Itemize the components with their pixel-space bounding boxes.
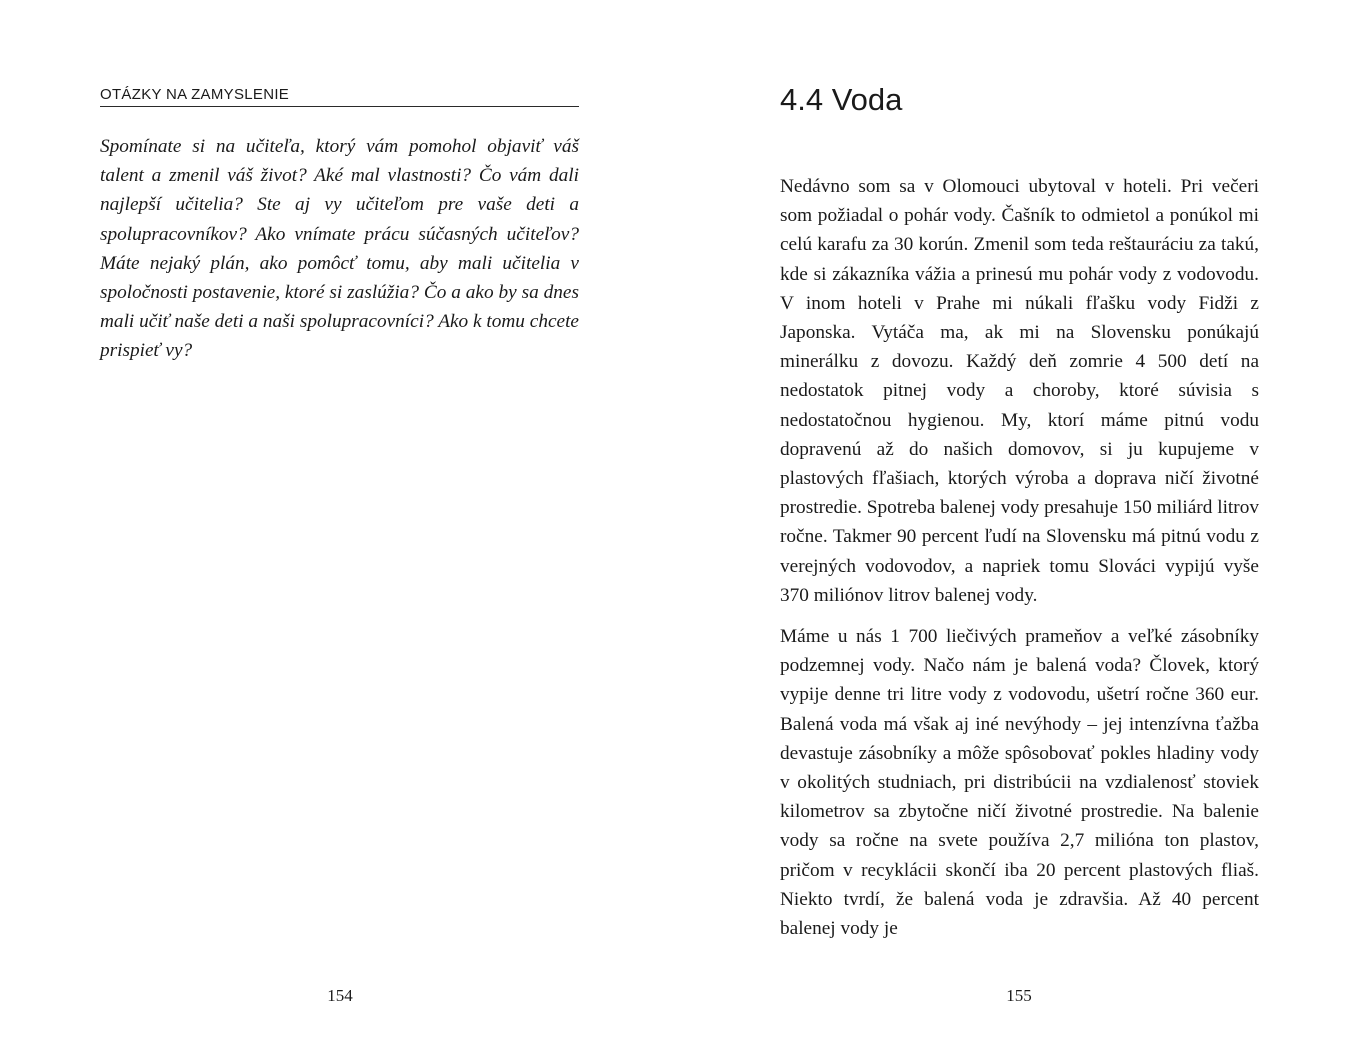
left-page [0, 0, 679, 1063]
body-text [780, 172, 1259, 955]
paragraph: Máme u nás 1 700 liečivých prameňov a veľké zásobníky podzemnej vody. Načo nám je balená voda? Človek, ktorý vypije denne tri litre vody z vodovodu, ušetrí ročne 360 eur. Balená voda má však aj iné nevýhody – jej intenzívna ťažba devastuje zásobníky a môže spôsobovať pokles hladiny vody v okolitých studniach, pri distribúcii na vzdialenosť stoviek kilometrov sa zbytočne ničí životné prostredie. Na balenie vody sa ročne na svete používa 2,7 milióna ton plastov, pričom v recyklácii skončí iba 20 percent plastových fliaš. Niekto tvrdí, že balená voda je zdravšia. Až 40 percent balenej vody je [780, 626, 1259, 940]
reflection-questions: Spomínate si na učiteľa, ktorý vám pomohol objaviť váš talent a zmenil váš život? Aké mal vlastnosti? Čo vám dali najlepší učitelia? Ste aj vy učiteľom pre vaše deti a spolupracovníkov? Ako vnímate prácu súčasných učiteľov? Máte nejaký plán, ako pomôcť tomu, aby mali učitelia v spoločnosti postavenie, ktoré si zaslúžia? Čo a ako by sa dnes mali učiť naše deti a naši spolupracovníci? Ako k tomu chcete prispieť vy? [100, 136, 579, 362]
page-number: 155 [1006, 986, 1032, 1005]
right-page [679, 0, 1359, 1063]
chapter-title: 4.4 Voda [780, 82, 903, 117]
paragraph: Nedávno som sa v Olomouci ubytoval v hoteli. Pri večeri som požiadal o pohár vody. Čašník to odmietol a ponúkol mi celú karafu za 30 korún. Zmenil som teda reštauráciu za takú, kde si zákazníka vážia a prinesú mu pohár vody z vodovodu. V inom hoteli v Prahe mi núkali fľašku vody Fidži z Japonska. Vytáča ma, ak mi na Slovensku ponúkajú minerálku z dovozu. Každý deň zomrie 4 500 detí na nedostatok pitnej vody a choroby, ktoré súvisia s nedostatočnou hygienou. My, ktorí máme pitnú vodu dopravenú až do našich domovov, si ju kupujeme v plastových fľašiach, ktorých výroba a doprava ničí životné prostredie. Spotreba balenej vody presahuje 150 miliárd litrov ročne. Takmer 90 percent ľudí na Slovensku má pitnú vodu z verejných vodovodov, a napriek tomu Slováci vypijú vyše 370 miliónov litrov balenej vody. [780, 176, 1259, 606]
page-number: 154 [327, 986, 353, 1005]
running-head: OTÁZKY NA ZAMYSLENIE [100, 86, 579, 107]
